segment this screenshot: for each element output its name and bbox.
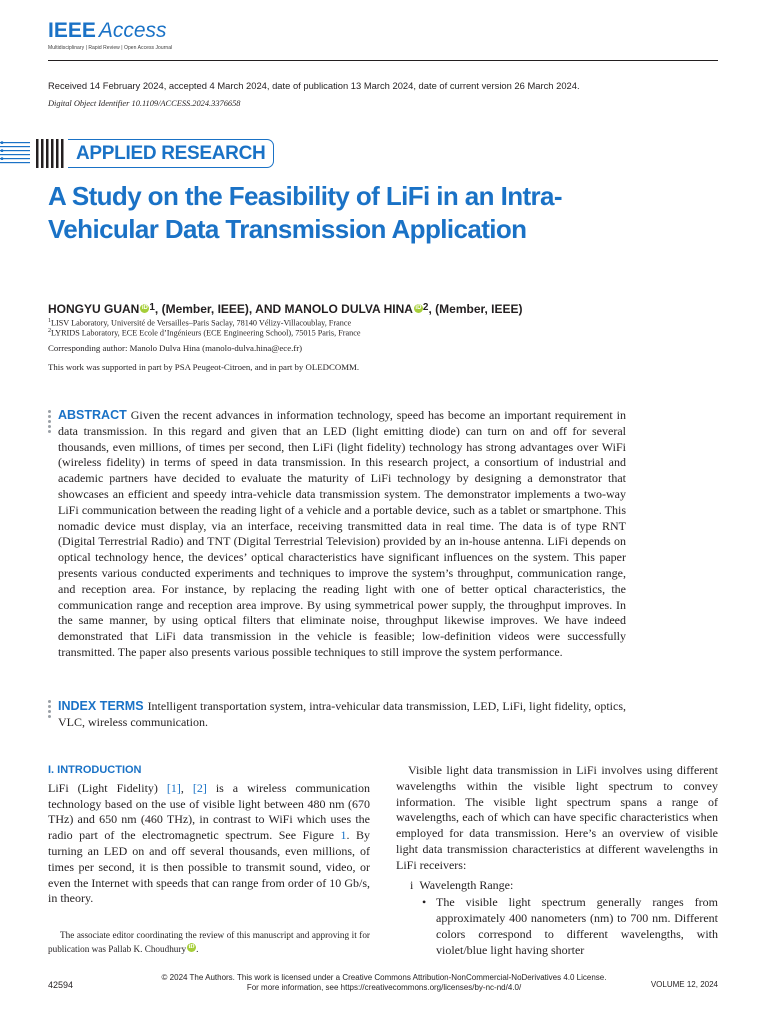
journal-logo [48, 20, 172, 51]
abstract-label: ABSTRACT [58, 408, 127, 422]
list-item [410, 878, 718, 894]
orcid-icon[interactable]: iD [141, 305, 148, 311]
intro-paragraph [48, 781, 370, 907]
index-terms-dots-icon [48, 700, 52, 720]
section-banner [68, 139, 274, 168]
volume-label: VOLUME 12, 2024 [650, 980, 718, 989]
editor-footnote [48, 928, 370, 956]
abstract [58, 408, 626, 661]
right-paragraph: Visible light data transmission in LiFi involves using different wavelengths within the visible light spectrum to convey information. The visible light spectrum spans a range of wavelengths, each of which can have specific characteristics when employed for data transmission. Here’s an overview of visible light data transmission characteristics at different wavelengths in LiFi receivers: [396, 763, 718, 872]
logo-tagline: Multidisciplinary | Rapid Review | Open Access Journal [48, 45, 173, 51]
intro-text-b: is a wireless communication technology based on the use of visible light between 480 nm (670 THz) and 650 nm (460 THz), in contrast to WiFi which uses the radio part of the electromagnetic spectrum. See Figure [48, 780, 371, 843]
abstract-text: Given the recent advances in information technology, speed has become an important requirement in data transmission. In this regard and given that an LED (light emitting diode) can turn on and off for several thousands, even millions, of times per second, then LiFi (light fidelity) technology has strong advantages over WiFi (wireless fidelity) in terms of speed in data transmission. In this research project, a consortium of industrial and academic partners have decided to evaluate the maturity of LiFi technology by designing a demonstrator that showcases an efficient and speedy intra-vehicle data transmission system. The demonstrator implements a two-way LiFi communication between the reading light of a vehicle and a portable device, such as a tablet or smartphone. This nomadic device must display, via an interface, receiving transmitted data in real time. The data is of type RNT (Digital Terrestrial Radio) and TNT (Digital Terrestrial Television) provided by an in-house antenna. LiFi depends on optical technology hence, the devices’ optical characteristics have significant influences on the system. This paper presents various conducted experiments and techniques to improve the system’s throughput, communication range, and reception area. For instance, by replacing the reading light with one of better optical characteristics, the communication range and reception area improve. By using symmetrical power supply, the throughput improves. In the same manner, by using optical filters that eliminate noise, throughput likewise improves. We have indeed demonstrated that LiFi data transmission in the vehicle is feasible; low-definition videos were successfully transmitted. The paper also presents various possible techniques to still improve the system performance. [58, 408, 626, 659]
affiliation-1-text: LISV Laboratory, Université de Versailles–Paris Saclay, 78140 Vélizy-Villacoublay, France [51, 318, 352, 328]
index-terms [58, 699, 626, 731]
footnote-end: . [196, 944, 199, 954]
bullet-item: • The visible light spectrum generally ranges from approximately 400 nanometers (nm) to 700 nm. Different colors correspond to different wavelengths, with violet/blue light having shorter [436, 895, 718, 958]
license-line: © 2024 The Authors. This work is licensed under a Creative Commons Attribution-NonCommercial-NoDerivatives 4.0 License. [161, 973, 607, 982]
page-number: 42594 [48, 980, 74, 990]
orcid-icon[interactable]: iD [188, 944, 195, 950]
list-marker: i [410, 877, 414, 892]
affiliation-2 [48, 328, 360, 338]
author-1-affil: 1 [149, 302, 155, 313]
citation-link[interactable]: [2] [192, 780, 207, 795]
received-dates: Received 14 February 2024, accepted 4 March 2024, date of publication 13 March 2024, date of current version 26 March 2024. [48, 80, 580, 91]
corresponding-author: Corresponding author: Manolo Dulva Hina (manolo-dulva.hina@ece.fr) [48, 343, 303, 353]
index-terms-label: INDEX TERMS [58, 699, 144, 713]
section-banner-label: APPLIED RESEARCH [76, 142, 266, 164]
figure-link[interactable]: 1 [340, 828, 347, 843]
footnote-text: The associate editor coordinating the review of this manuscript and approving it for publication was Pallab K. Choudhury [48, 930, 370, 954]
logo-ieee: IEEE [48, 19, 96, 42]
abstract-dots-icon [48, 410, 52, 435]
right-column [396, 763, 718, 959]
intro-text-a: LiFi (Light Fidelity) [48, 780, 167, 795]
author-1-name: HONGYU GUAN [48, 302, 140, 316]
index-terms-text: Intelligent transportation system, intra-vehicular data transmission, LED, LiFi, light fidelity, optics, VLC, wireless communication. [58, 699, 626, 729]
paper-title: A Study on the Feasibility of LiFi in an Intra-Vehicular Data Transmission Application [48, 181, 562, 244]
citation-link[interactable]: [1] [166, 780, 181, 795]
author-line [48, 302, 523, 316]
intro-heading: I. INTRODUCTION [48, 764, 142, 776]
affiliation-2-text: LYRIDS Laboratory, ECE Ecole d’Ingénieurs (ECE Engineering School), 75015 Paris, France [51, 328, 361, 338]
author-1-suffix: , (Member, IEEE), AND MANOLO DULVA HINA [154, 302, 413, 316]
license-link[interactable]: For more information, see https://creativecommons.org/licenses/by-nc-nd/4.0/ [246, 983, 522, 992]
orcid-icon[interactable]: iD [415, 305, 422, 311]
author-2-affil: 2 [422, 302, 429, 313]
affiliation-1 [48, 318, 351, 328]
doi[interactable]: Digital Object Identifier 10.1109/ACCESS.2024.3376658 [48, 99, 241, 108]
funding-note: This work was supported in part by PSA Peugeot-Citroen, and in part by OLEDCOMM. [48, 362, 360, 372]
logo-access: Access [98, 19, 167, 42]
affiliation-2-sup: 2 [48, 328, 51, 334]
affiliation-1-sup: 1 [48, 318, 51, 324]
intro-text-sep: , [180, 780, 193, 795]
author-2-suffix: , (Member, IEEE) [428, 302, 523, 316]
list-item-text: Wavelength Range: [419, 877, 514, 892]
header-rule [48, 60, 718, 61]
intro-column [48, 763, 370, 907]
intro-text-c: . By turning an LED on and off several thousands, even millions, of times per second, it is then possible to transmit sound, video, or even the Internet with speeds that can range from order of 10 Gb/s, in theory. [48, 828, 371, 906]
banner-stripes-icon [0, 139, 68, 168]
